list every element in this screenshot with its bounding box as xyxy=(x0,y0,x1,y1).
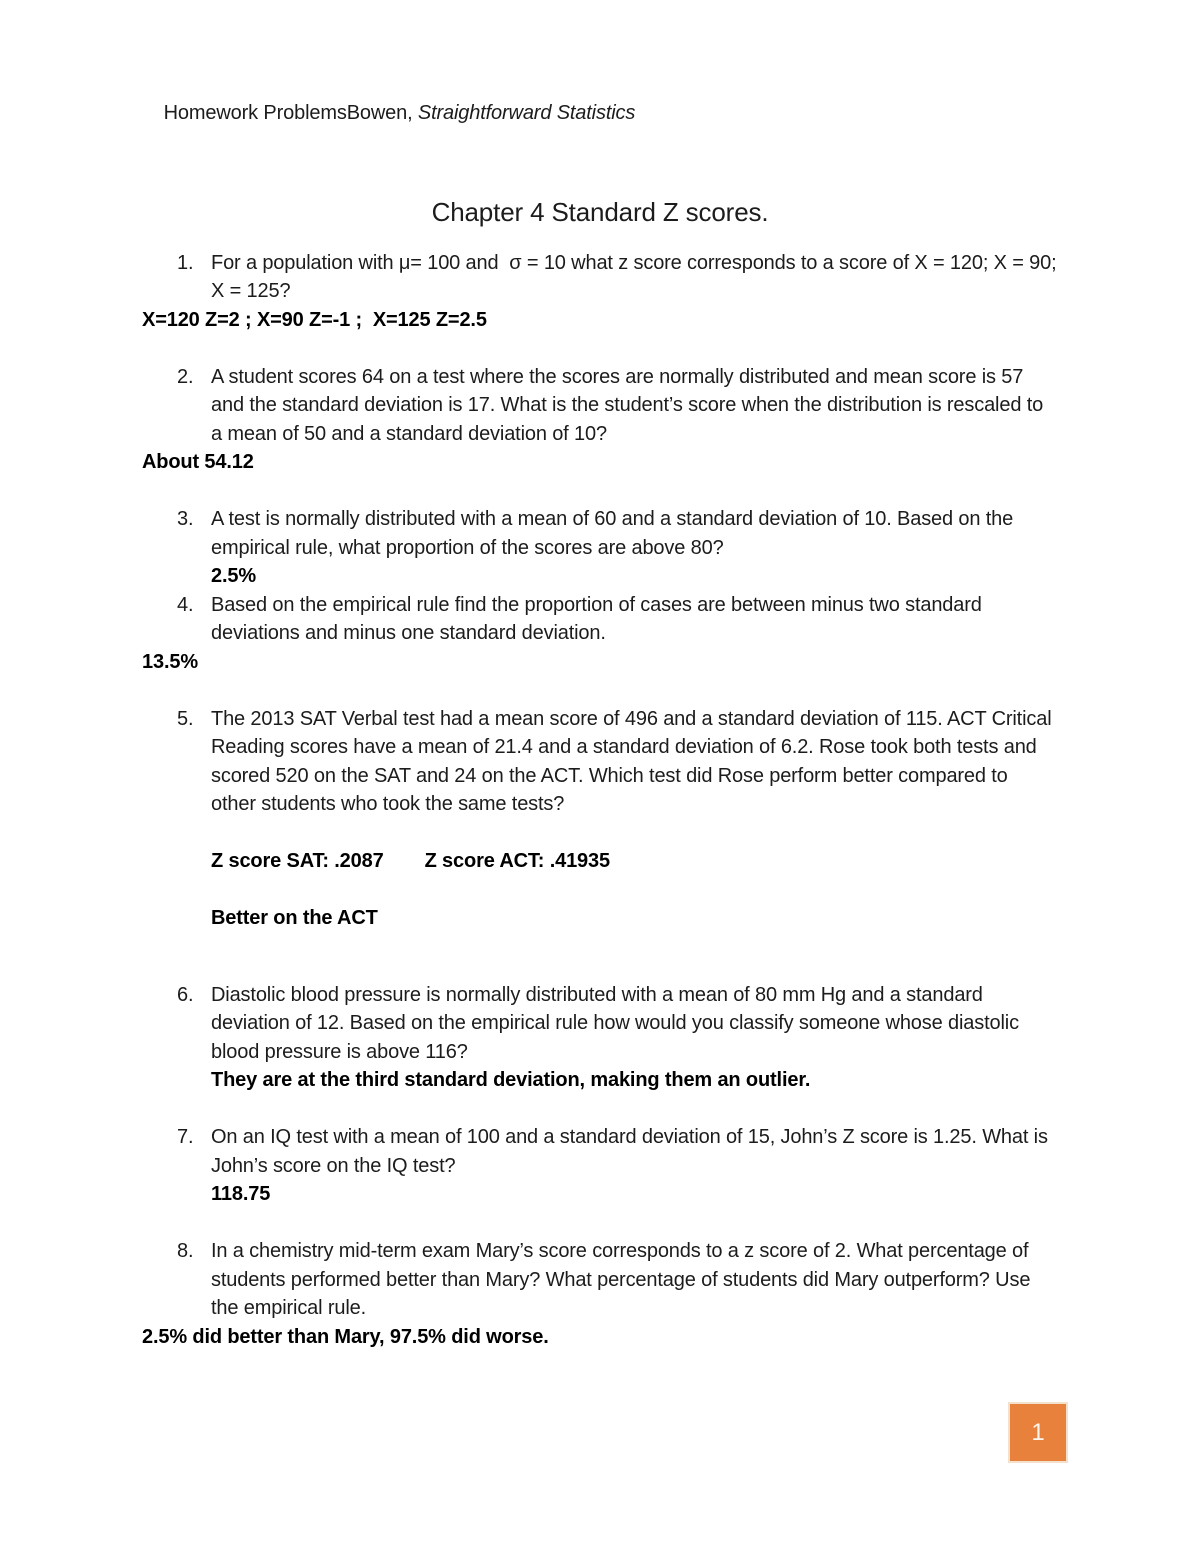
spacer xyxy=(142,477,1100,506)
question-line: deviation of 12. Based on the empirical rule how would you classify someone whose diastolic xyxy=(211,1012,1019,1034)
question-text xyxy=(211,981,1100,1067)
spacer xyxy=(142,334,1100,363)
question-number: 5. xyxy=(177,707,194,730)
question-line: In a chemistry mid-term exam Mary’s score corresponds to a z score of 2. What percentage of xyxy=(211,1240,1029,1262)
question-line: students performed better than Mary? What percentage of students did Mary outperform? Use xyxy=(211,1268,1031,1291)
question-line: blood pressure is above 116? xyxy=(211,1040,468,1063)
answer-5-conclusion: Better on the ACT xyxy=(211,907,378,929)
page-number-badge xyxy=(1008,1402,1068,1463)
question-item-4 xyxy=(142,591,1100,648)
answer-5-zscores xyxy=(211,847,1100,876)
question-line: X = 125? xyxy=(211,280,291,302)
question-number: 3. xyxy=(177,508,194,530)
question-text xyxy=(211,505,1100,562)
question-line: the empirical rule. xyxy=(211,1297,366,1319)
question-line: On an IQ test with a mean of 100 and a standard deviation of 15, John’s Z score is 1.25. What is xyxy=(211,1126,1048,1148)
question-item-3 xyxy=(142,505,1100,562)
question-line: empirical rule, what proportion of the scores are above 80? xyxy=(211,536,724,559)
question-number: 1. xyxy=(177,251,194,274)
question-line: other students who took the same tests? xyxy=(211,793,565,815)
question-number: 7. xyxy=(177,1126,194,1148)
question-line: A student scores 64 on a test where the scores are normally distributed and mean score is 57 xyxy=(211,365,1024,388)
answer-zscore-sat: Z score SAT: .2087 xyxy=(211,850,384,872)
question-line: Reading scores have a mean of 21.4 and a standard deviation of 6.2. Rose took both tests and xyxy=(211,736,1037,758)
question-number: 2. xyxy=(177,365,194,388)
answer-zscore-act: Z score ACT: .41935 xyxy=(424,850,610,872)
question-text xyxy=(211,591,1100,648)
question-number: 8. xyxy=(177,1240,194,1262)
question-line: Based on the empirical rule find the proportion of cases are between minus two standard xyxy=(211,593,982,616)
question-line: A test is normally distributed with a mean of 60 and a standard deviation of 10. Based on the xyxy=(211,508,1014,530)
answer-6: They are at the third standard deviation, making them an outlier. xyxy=(211,1069,811,1091)
spacer xyxy=(142,676,1100,705)
answer-3: 2.5% xyxy=(211,565,256,587)
question-item-7 xyxy=(142,1123,1100,1180)
question-item-1 xyxy=(142,249,1100,306)
spacer xyxy=(142,819,1100,848)
question-number: 4. xyxy=(177,593,194,616)
spacer xyxy=(142,1209,1100,1238)
question-line: and the standard deviation is 17. What is the student’s score when the distribution is rescaled to xyxy=(211,394,1044,416)
question-line: scored 520 on the SAT and 24 on the ACT. Which test did Rose perform better compared to xyxy=(211,764,1008,787)
question-item-6 xyxy=(142,981,1100,1067)
answer-4: 13.5% xyxy=(142,650,198,673)
question-number: 6. xyxy=(177,983,194,1006)
question-item-2 xyxy=(142,363,1100,449)
header-text: Homework ProblemsBowen, xyxy=(163,101,418,124)
question-line: The 2013 SAT Verbal test had a mean score of 496 and a standard deviation of 115. ACT Critical xyxy=(211,707,1052,730)
header-book-title: Straightforward Statistics xyxy=(417,101,636,124)
spacer xyxy=(142,1095,1100,1124)
question-text xyxy=(211,1123,1100,1180)
question-item-8 xyxy=(142,1237,1100,1323)
question-text xyxy=(211,363,1100,449)
question-text xyxy=(211,249,1100,306)
page-title: Chapter 4 Standard Z scores. xyxy=(431,196,769,227)
question-item-5 xyxy=(142,705,1100,819)
answer-8: 2.5% did better than Mary, 97.5% did worse. xyxy=(142,1325,549,1348)
question-line: For a population with μ= 100 and σ = 10 what z score corresponds to a score of X = 120; X = 90; xyxy=(211,251,1057,274)
spacer xyxy=(142,933,1100,957)
question-line: Diastolic blood pressure is normally distributed with a mean of 80 mm Hg and a standard xyxy=(211,983,983,1006)
answer-7: 118.75 xyxy=(211,1183,271,1205)
question-text xyxy=(211,1237,1100,1323)
question-line: a mean of 50 and a standard deviation of 10? xyxy=(211,422,607,445)
question-line: John’s score on the IQ test? xyxy=(211,1154,456,1177)
answer-1: X=120 Z=2 ; X=90 Z=-1 ; X=125 Z=2.5 xyxy=(142,308,487,331)
spacer xyxy=(142,957,1100,981)
spacer xyxy=(142,876,1100,905)
page-number: 1 xyxy=(1031,1418,1045,1446)
document-body xyxy=(142,249,1100,1352)
document-header xyxy=(142,70,1100,156)
question-line: deviations and minus one standard deviation. xyxy=(211,622,606,644)
answer-2: About 54.12 xyxy=(142,451,254,473)
question-text xyxy=(211,705,1100,819)
